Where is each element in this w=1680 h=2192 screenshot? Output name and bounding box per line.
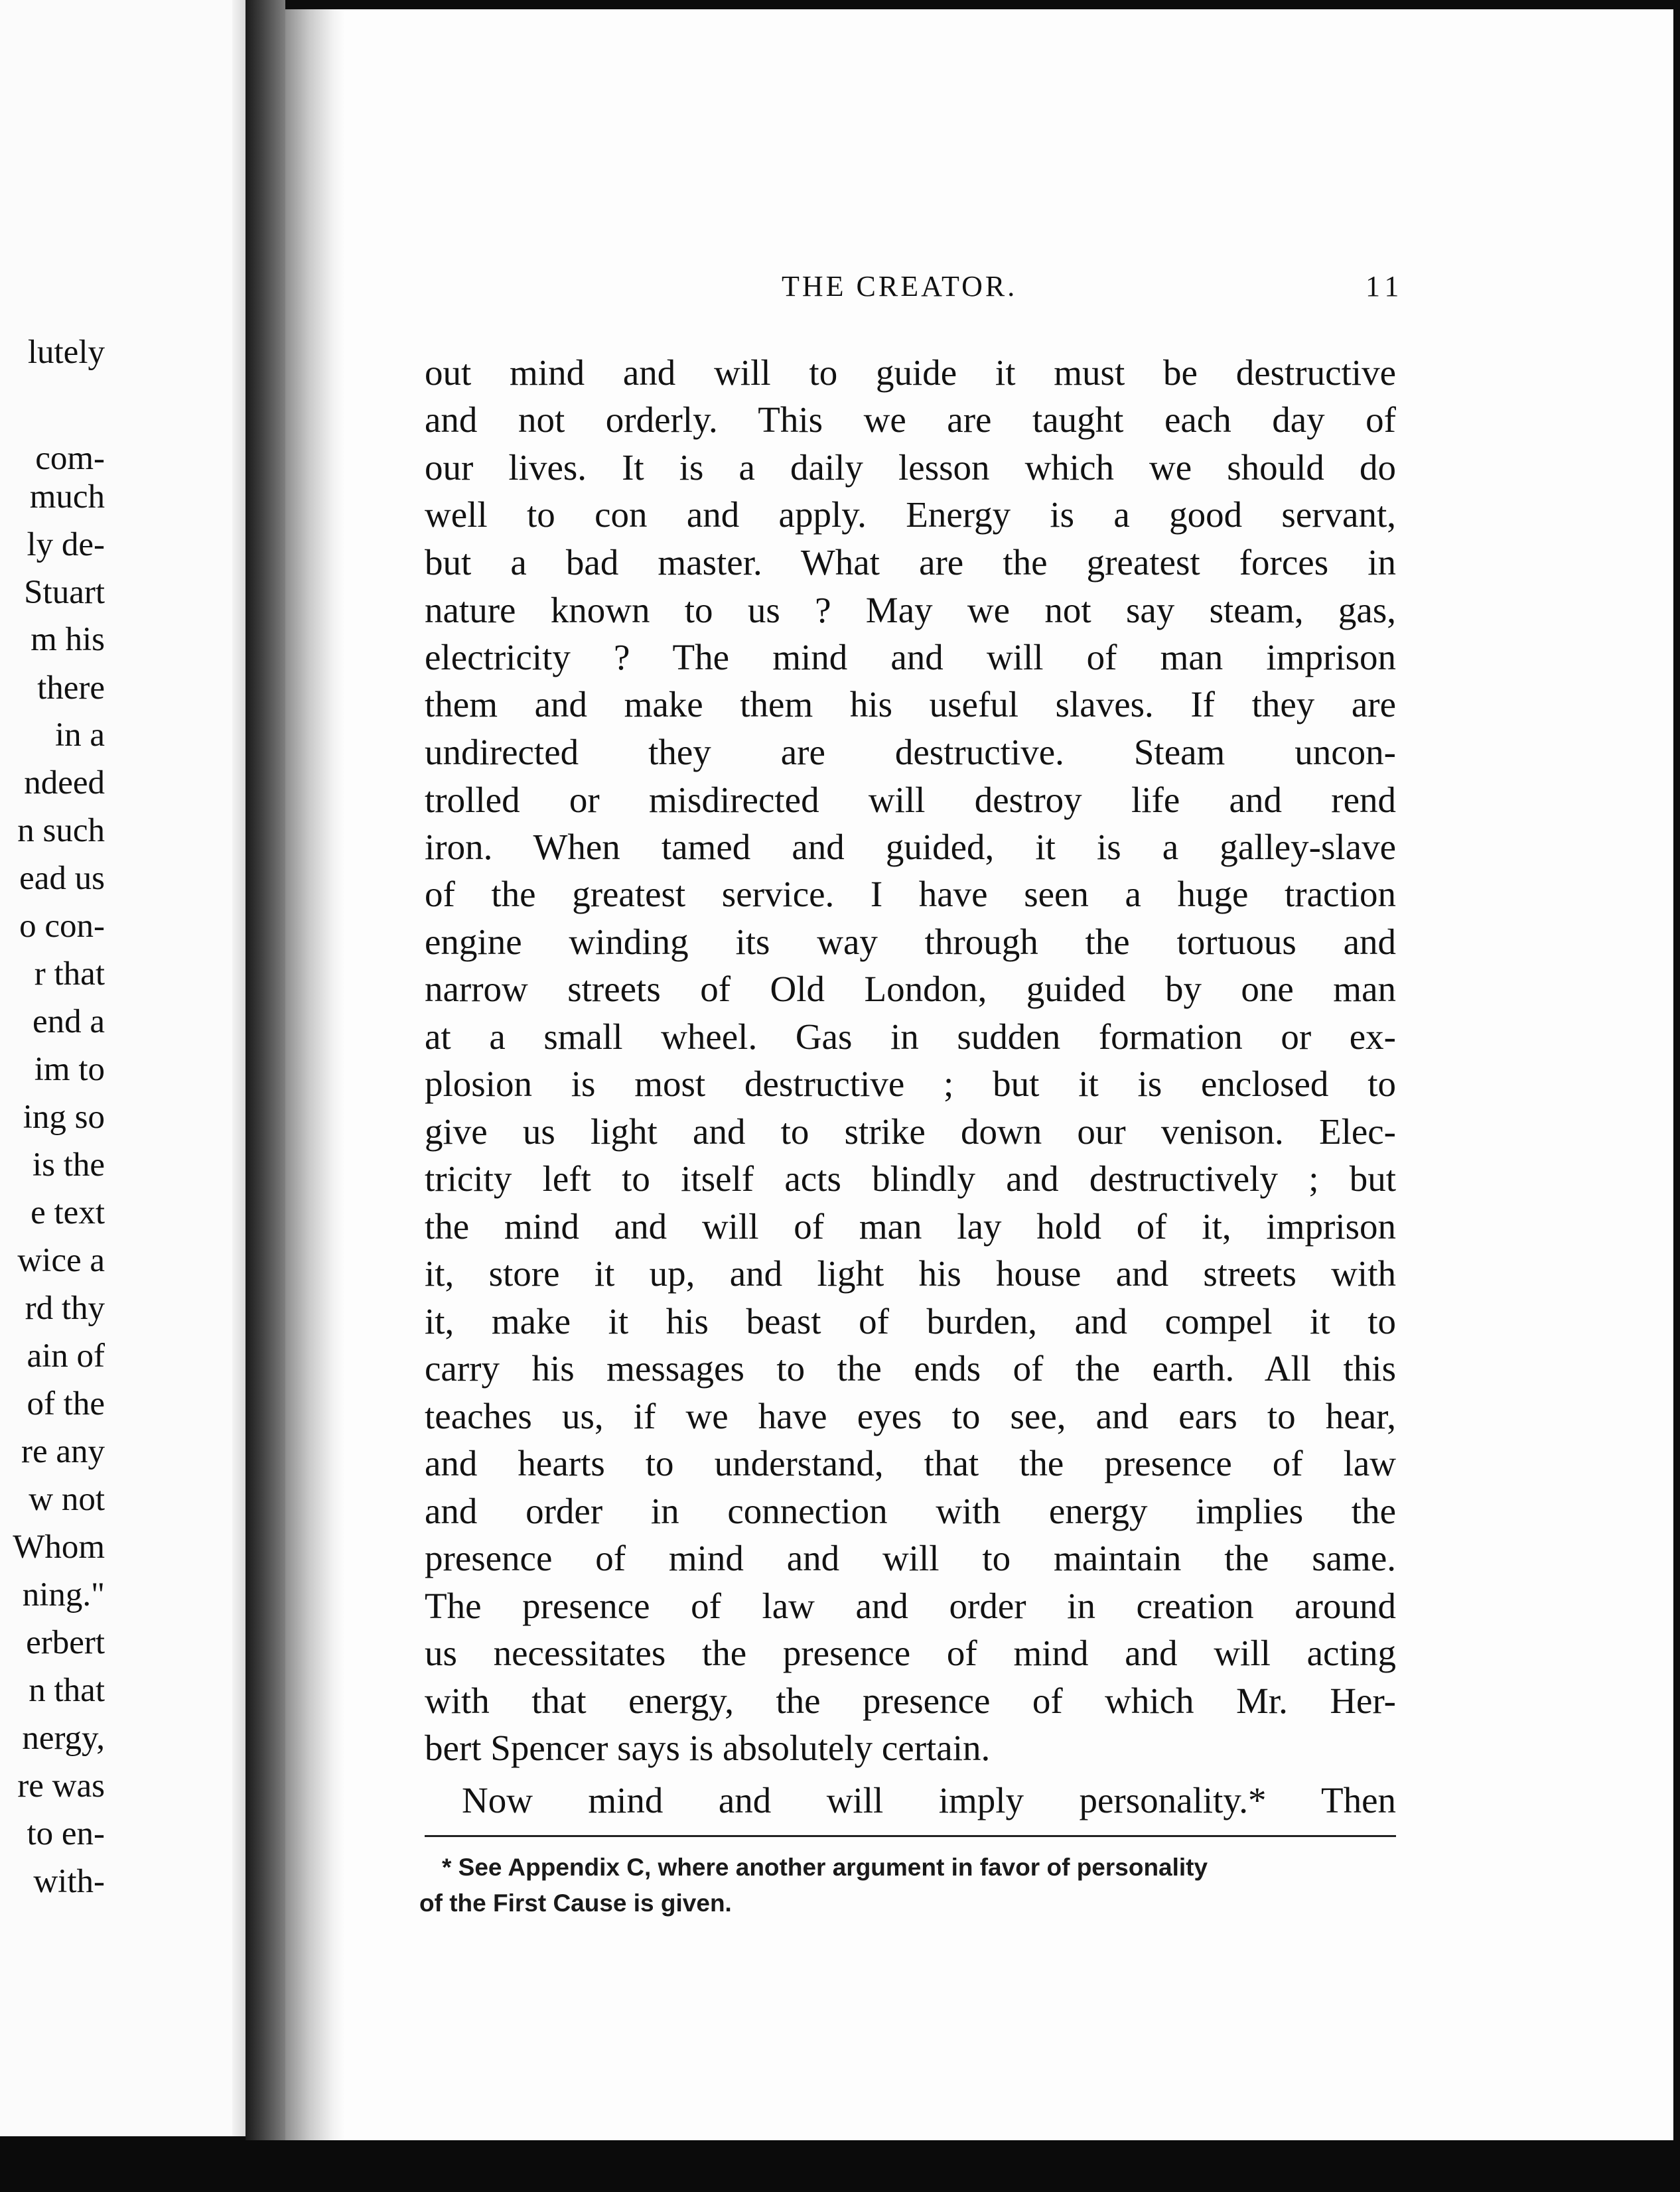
previous-page-line: to en- [27,1815,105,1852]
body-line: with that energy, the presence of which Mr. Her- [425,1680,1396,1721]
previous-page-line: w not [29,1481,105,1518]
previous-page-line: n such [17,812,105,849]
body-line: out mind and will to guide it must be destructive [425,352,1396,393]
body-line: and hearts to understand, that the presence of law [425,1443,1396,1483]
previous-page-line: e text [31,1194,105,1231]
page-number: 11 [1365,270,1405,303]
previous-page-line: lutely [27,334,105,371]
scan-top-edge [285,0,1680,9]
body-line: bert Spencer says is absolutely certain. [425,1728,991,1768]
body-line: and not orderly. This we are taught each day of [425,399,1396,440]
previous-page-line: nergy, [22,1720,105,1757]
body-line: well to con and apply. Energy is a good servant, [425,494,1396,535]
footnote-rule [425,1835,1396,1837]
previous-page-line: ning." [22,1576,105,1613]
body-line: engine winding its way through the tortuous and [425,922,1396,962]
previous-page-line: end a [32,1003,105,1040]
body-line: plosion is most destructive ; but it is enclosed to [425,1063,1396,1104]
previous-page-line: in a [54,717,105,754]
previous-page-line: erbert [26,1624,105,1661]
previous-page-line: rd thy [25,1290,105,1327]
body-line: of the greatest service. I have seen a huge traction [425,874,1396,914]
page-curve-shadow [285,9,345,2140]
body-line: presence of mind and will to maintain the same. [425,1538,1396,1578]
footnote-line: of the First Cause is given. [419,1889,732,1917]
footnote-line: * See Appendix C, where another argument in favor of personality [442,1854,1208,1881]
scan-bottom-edge [0,2140,1680,2192]
body-line: The presence of law and order in creation around [425,1586,1396,1626]
previous-page-line: with- [33,1863,105,1900]
left-page-gutter [232,0,245,2136]
previous-page [0,0,245,2136]
body-line: it, store it up, and light his house and streets with [425,1253,1396,1294]
body-line: us necessitates the presence of mind and will acting [425,1633,1396,1673]
previous-page-line: of the [27,1385,105,1422]
body-line: them and make them his useful slaves. If they are [425,684,1396,724]
body-line: our lives. It is a daily lesson which we should do [425,447,1396,488]
previous-page-line: com- [35,440,105,477]
body-line: tricity left to itself acts blindly and destructively ; but [425,1158,1396,1199]
previous-page-line: re any [21,1433,105,1470]
body-line: carry his messages to the ends of the earth. All this [425,1348,1396,1389]
previous-page-line: wice a [17,1242,105,1279]
previous-page-line: r that [34,955,105,993]
previous-page-line: much [29,478,105,515]
body-line: give us light and to strike down our venison. Elec- [425,1111,1396,1152]
body-line: but a bad master. What are the greatest forces in [425,542,1396,582]
body-line: the mind and will of man lay hold of it, imprison [425,1206,1396,1247]
previous-page-line: re was [17,1767,105,1805]
body-line: iron. When tamed and guided, it is a galley-slave [425,827,1396,867]
body-line: and order in connection with energy implies the [425,1491,1396,1531]
previous-page-line: ead us [19,860,105,897]
body-line: Now mind and will imply personality.* Then [462,1780,1396,1820]
previous-page-line: n that [29,1672,105,1709]
previous-page-line: m his [31,621,105,658]
body-line: electricity ? The mind and will of man imprison [425,637,1396,677]
previous-page-line: is the [32,1146,105,1184]
previous-page-line: ain of [27,1337,105,1375]
previous-page-line: ndeed [24,764,105,801]
body-line: it, make it his beast of burden, and compel it to [425,1301,1396,1341]
scan-right-edge [1673,0,1680,2192]
previous-page-line: im to [34,1051,105,1088]
body-line: undirected they are destructive. Steam uncon- [425,732,1396,772]
previous-page-line: Whom [13,1529,105,1566]
running-head: THE CREATOR. [782,270,1018,303]
body-line: nature known to us ? May we not say steam, gas, [425,590,1396,630]
previous-page-line: Stuart [24,574,105,611]
body-line: teaches us, if we have eyes to see, and ears to hear, [425,1396,1396,1436]
body-line: narrow streets of Old London, guided by one man [425,969,1396,1009]
previous-page-line: ing so [23,1099,105,1136]
body-line: at a small wheel. Gas in sudden formation or ex- [425,1016,1396,1057]
previous-page-line: there [37,669,105,707]
body-line: trolled or misdirected will destroy life and rend [425,780,1396,820]
previous-page-line: ly de- [27,526,105,563]
previous-page-line: o con- [19,908,105,945]
